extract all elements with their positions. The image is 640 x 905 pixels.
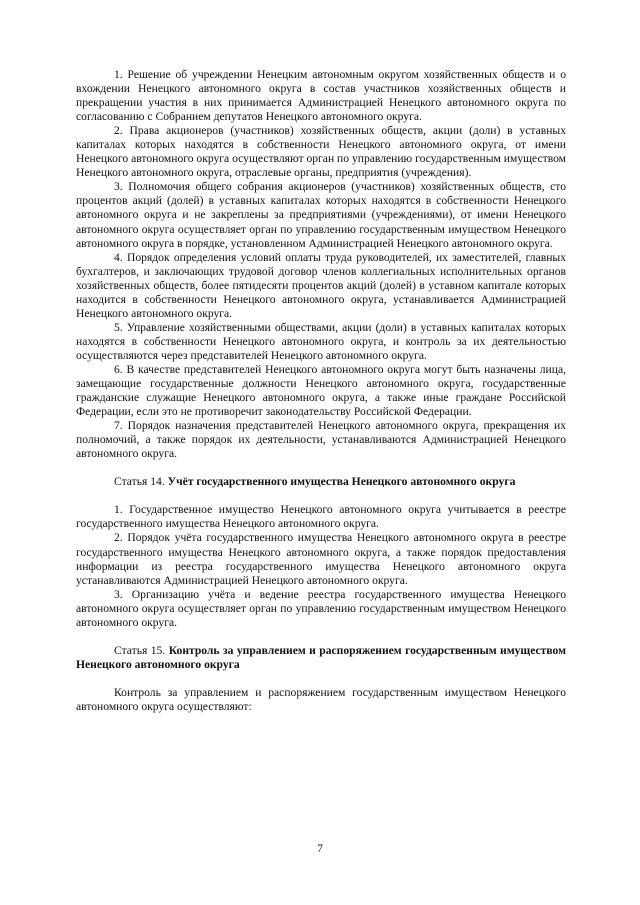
article-14-title: Учёт государственного имущества Ненецкого автономного округа (167, 475, 516, 489)
article-14-heading (76, 475, 566, 489)
article-15-label: Статья 15. (114, 643, 169, 657)
paragraph-13-5: 5. Управление хозяйственными обществами, акции (доли) в уставных капиталах которых находятся в собственности Ненецкого автономного округа, и контроль за их деятельностью осуществляются через представителей Ненецкого автономного округа. (76, 320, 566, 362)
paragraph-14-3: 3. Организацию учёта и ведение реестра государственного имущества Ненецкого автономного округа осуществляет орган по управлению государственным имуществом Ненецкого автономного округа. (76, 587, 566, 629)
page-number: 7 (317, 842, 323, 855)
paragraph-13-7: 7. Порядок назначения представителей Ненецкого автономного округа, прекращения их полномочий, а также порядок их деятельности, устанавливаются Администрацией Ненецкого автономного округа. (76, 419, 566, 461)
document-page (76, 68, 566, 714)
paragraph-13-6: 6. В качестве представителей Ненецкого автономного округа могут быть назначены лица, замещающие государственные должности Ненецкого автономного округа, государственные гражданские служащие Ненецкого автономного округа, а также иные граждане Российской Федерации, если это не противоречит законодательству Российской Федерации. (76, 362, 566, 419)
paragraph-13-4: 4. Порядок определения условий оплаты труда руководителей, их заместителей, главных бухгалтеров, и заключающих трудовой договор членов коллегиальных исполнительных органов хозяйственных обществ, более пятидесяти процентов акций (долей) в уставном капитале которых находится в собственности Ненецкого автономного округа, устанавливается Администрацией Ненецкого автономного округа. (76, 250, 566, 320)
article-15-heading (76, 644, 566, 672)
paragraph-15-intro: Контроль за управлением и распоряжением государственным имуществом Ненецкого автономного округа осуществляют: (76, 685, 566, 713)
paragraph-14-2: 2. Порядок учёта государственного имущества Ненецкого автономного округа в реестре государственного имущества Ненецкого автономного округа, а также порядок предоставления информации из реестра государственного имущества Ненецкого автономного округа устанавливаются Администрацией Ненецкого автономного округа. (76, 531, 566, 587)
article-14-label: Статья 14. (114, 475, 168, 489)
paragraph-13-3: 3. Полномочия общего собрания акционеров (участников) хозяйственных обществ, сто процентов акций (долей) в уставных капиталах которых находятся в собственности Ненецкого автономного округа и не закреплены за предприятиями (учреждениями), от имени Ненецкого автономного округа осуществляет орган по управлению государственным имуществом Ненецкого автономного округа в порядке, установленном Администрацией Ненецкого автономного округа. (76, 180, 566, 250)
paragraph-13-2: 2. Права акционеров (участников) хозяйственных обществ, акции (доли) в уставных капиталах которых находятся в собственности Ненецкого автономного округа, от имени Ненецкого автономного округа осуществляют орган по управлению государственным имуществом Ненецкого автономного округа, отраслевые органы, предприятия (учреждения). (76, 124, 566, 180)
paragraph-14-1: 1. Государственное имущество Ненецкого автономного округа учитывается в реестре государственного имущества Ненецкого автономного округа. (76, 503, 566, 531)
article-15-title: Контроль за управлением и распоряжением государственным имуществом Ненецкого автономного округа (76, 643, 566, 671)
paragraph-13-1: 1. Решение об учреждении Ненецким автономным округом хозяйственных обществ и о вхождении Ненецкого автономного округа в состав участников хозяйственных обществ и прекращении участия в них принимается Администрацией Ненецкого автономного округа по согласованию с Собранием депутатов Ненецкого автономного округа. (76, 68, 566, 124)
